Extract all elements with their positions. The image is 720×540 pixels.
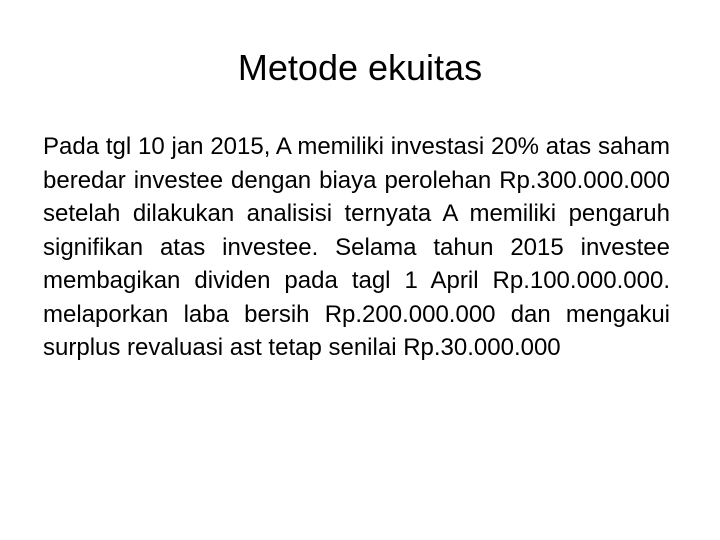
slide-body-text: Pada tgl 10 jan 2015, A memiliki investasi 20% atas saham beredar investee dengan biaya perolehan Rp.300.000.000 setelah dilakukan analisisi ternyata A memiliki pengaruh signifikan atas investee. Selama tahun 2015 investee membagikan dividen pada tagl 1 April Rp.100.000.000. melaporkan laba bersih Rp.200.000.000 dan mengakui surplus revaluasi ast tetap senilai Rp.30.000.000 bbox=[43, 133, 670, 361]
slide-title: Metode ekuitas bbox=[237, 47, 483, 88]
